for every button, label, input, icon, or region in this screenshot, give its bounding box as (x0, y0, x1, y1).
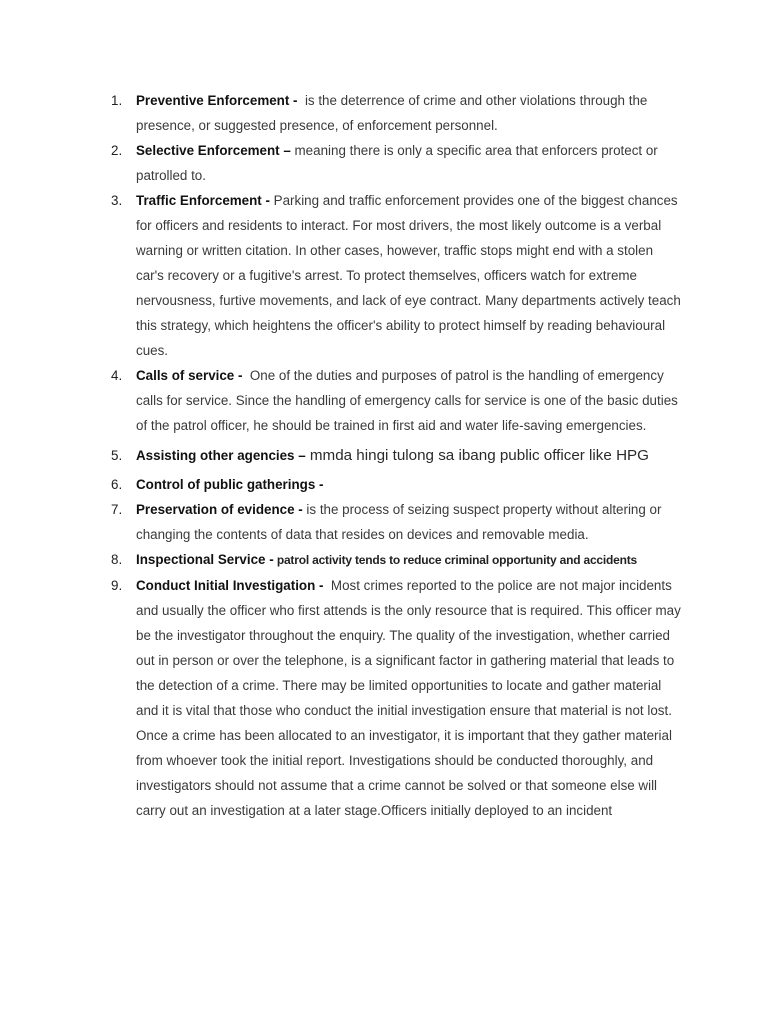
term-label: Control of public gatherings - (136, 477, 324, 492)
list-item-calls-of-service (0, 363, 768, 438)
term-label: Conduct Initial Investigation - (136, 578, 324, 593)
list-item-inspectional-service (0, 547, 768, 573)
list-item-preservation-of-evidence (0, 497, 768, 547)
term-description: is the process of seizing suspect property without altering or changing the contents of data that resides on devices and removable media. (136, 502, 666, 542)
list-item-preventive-enforcement (0, 88, 768, 138)
list-number: 4. (111, 368, 123, 383)
list-item-assisting-other-agencies (0, 440, 768, 471)
term-label: Calls of service - (136, 368, 243, 383)
term-description: patrol activity tends to reduce criminal opportunity and accidents (273, 553, 638, 567)
list-item-control-of-public-gatherings (0, 472, 768, 497)
term-description: One of the duties and purposes of patrol is the handling of emergency calls for service. Since the handling of emergency calls for service is one of the basic duties of the patrol officer, he should be trained in first aid and water life-saving emergencies. (136, 368, 682, 433)
term-label: Selective Enforcement – (136, 143, 291, 158)
list-number: 6. (111, 477, 123, 492)
term-label: Traffic Enforcement - (136, 193, 270, 208)
list-item-traffic-enforcement (0, 188, 768, 363)
list-number: 2. (111, 143, 123, 158)
term-description: is the deterrence of crime and other violations through the presence, or suggested presence, of enforcement personnel. (136, 93, 652, 133)
term-label: Preventive Enforcement - (136, 93, 298, 108)
term-description: Parking and traffic enforcement provides one of the biggest chances for officers and residents to interact. For most drivers, the most likely outcome is a verbal warning or written citation. In other cases, however, traffic stops might end with a stolen car's recovery or a fugitive's arrest. To protect themselves, officers watch for extreme nervousness, furtive movements, and lack of eye contract. Many departments actively teach this strategy, which heightens the officer's ability to protect himself by reading behavioural cues. (136, 193, 685, 358)
term-description: meaning there is only a specific area that enforcers protect or patrolled to. (136, 143, 662, 183)
enforcement-list (0, 88, 768, 823)
term-label: Preservation of evidence - (136, 502, 303, 517)
list-number: 5. (111, 448, 123, 463)
list-number: 9. (111, 578, 123, 593)
list-number: 8. (111, 552, 123, 567)
list-number: 1. (111, 93, 123, 108)
term-description: Most crimes reported to the police are not major incidents and usually the officer who first attends is the only resource that is required. This officer may be the investigator throughout the enquiry. The quality of the investigation, whether carried out in person or over the telephone, is a significant factor in gathering material that leads to the detection of a crime. There may be limited opportunities to locate and gather material and it is vital that those who conduct the initial investigation ensure that material is not lost. Once a crime has been allocated to an investigator, it is important that they gather material from whoever took the initial report. Investigations should be conducted thoroughly, and investigators should not assume that a crime cannot be solved or that someone else will carry out an investigation at a later stage.Officers initially deployed to an incident (136, 578, 685, 818)
list-item-selective-enforcement (0, 138, 768, 188)
list-item-conduct-initial-investigation (0, 573, 768, 823)
term-description: mmda hingi tulong sa ibang public officer like HPG (305, 447, 649, 464)
list-number: 3. (111, 193, 123, 208)
term-label: Assisting other agencies – (136, 448, 306, 463)
term-label: Inspectional Service - (136, 552, 274, 567)
list-number: 7. (111, 502, 123, 517)
